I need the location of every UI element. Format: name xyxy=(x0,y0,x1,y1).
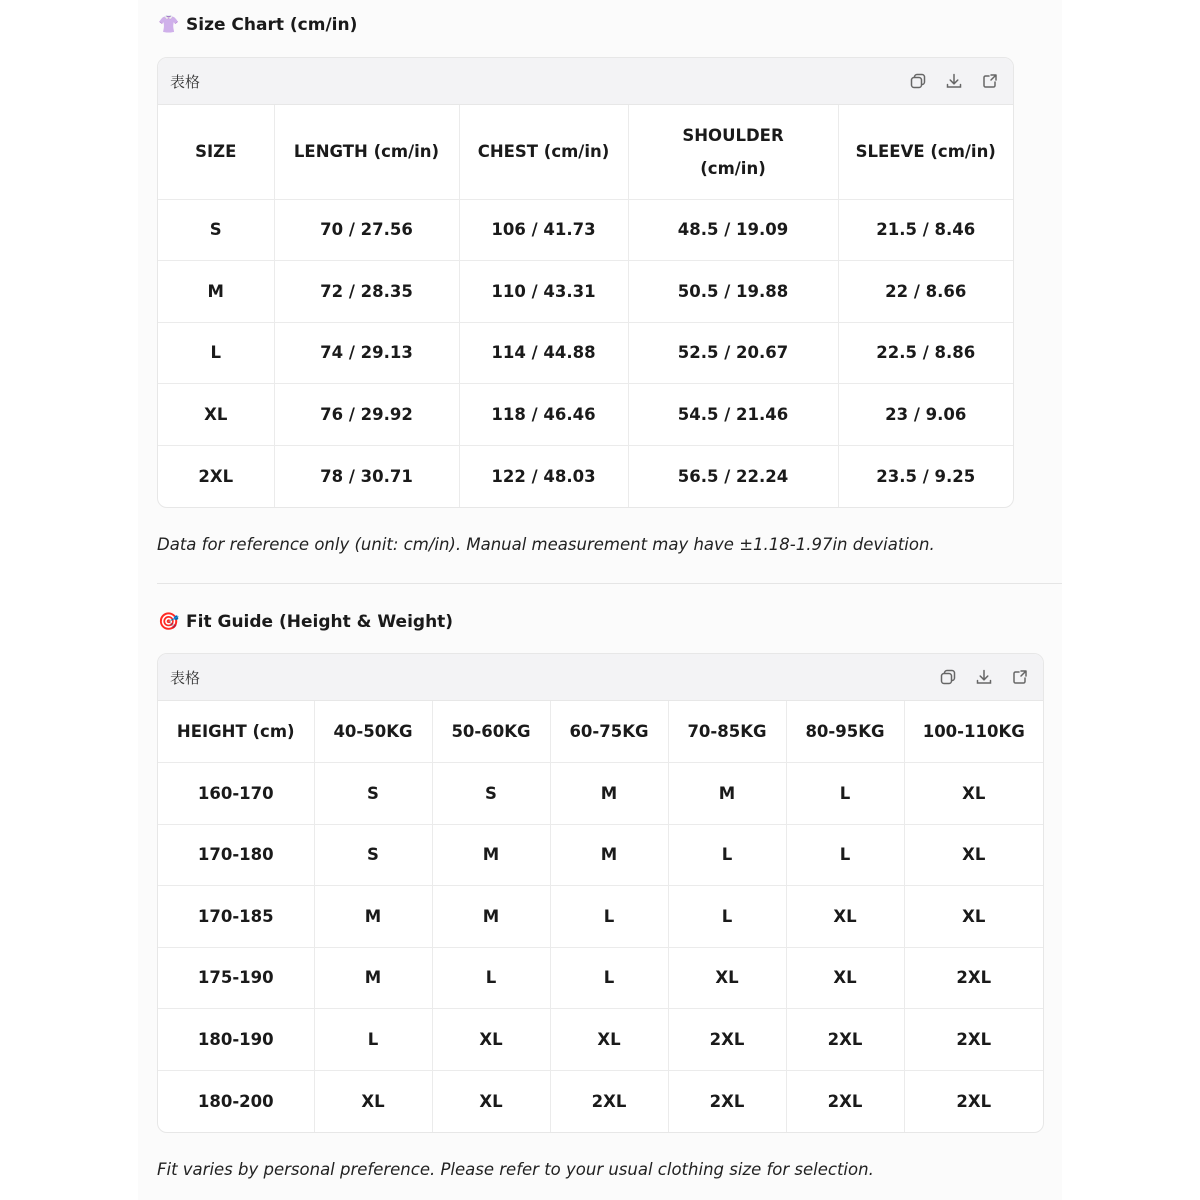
expand-icon[interactable] xyxy=(981,72,999,90)
cell: 23 / 9.06 xyxy=(838,384,1013,446)
fit-guide-table xyxy=(158,701,1043,1132)
cell: L xyxy=(432,947,550,1009)
cell: 114 / 44.88 xyxy=(459,322,628,384)
content-page xyxy=(138,0,1062,1200)
cell: XL xyxy=(904,886,1043,948)
header-sleeve: SLEEVE (cm/in) xyxy=(838,105,1013,199)
cell: M xyxy=(550,824,668,886)
table-row xyxy=(158,947,1043,1009)
cell: 122 / 48.03 xyxy=(459,445,628,507)
size-chart-toolbar xyxy=(158,58,1013,105)
copy-icon[interactable] xyxy=(909,72,927,90)
cell: L xyxy=(550,886,668,948)
cell: L xyxy=(550,947,668,1009)
copy-icon[interactable] xyxy=(939,668,957,686)
cell: 50.5 / 19.88 xyxy=(628,261,838,323)
cell: XL xyxy=(550,1009,668,1071)
cell: 54.5 / 21.46 xyxy=(628,384,838,446)
cell: S xyxy=(432,763,550,825)
size-chart-title-text: Size Chart (cm/in) xyxy=(186,15,358,35)
cell: 22 / 8.66 xyxy=(838,261,1013,323)
table-row xyxy=(158,199,1013,261)
cell: XL xyxy=(786,947,904,1009)
size-chart-title xyxy=(158,14,357,36)
size-chart-note: Data for reference only (unit: cm/in). Manual measurement may have ±1.18-1.97in deviation. xyxy=(157,535,935,554)
cell: 2XL xyxy=(786,1070,904,1132)
expand-icon[interactable] xyxy=(1011,668,1029,686)
cell: 160-170 xyxy=(158,763,314,825)
fit-guide-title-text: Fit Guide (Height & Weight) xyxy=(186,612,454,632)
cell: 52.5 / 20.67 xyxy=(628,322,838,384)
cell: 110 / 43.31 xyxy=(459,261,628,323)
download-icon[interactable] xyxy=(975,668,993,686)
table-row xyxy=(158,886,1043,948)
cell: 76 / 29.92 xyxy=(274,384,459,446)
cell: 118 / 46.46 xyxy=(459,384,628,446)
cell: 74 / 29.13 xyxy=(274,322,459,384)
header-shoulder: SHOULDER (cm/in) xyxy=(628,105,838,199)
cell: XL xyxy=(314,1070,432,1132)
cell: 2XL xyxy=(158,445,274,507)
table-label: 表格 xyxy=(170,668,201,687)
cell: XL xyxy=(432,1009,550,1071)
table-row xyxy=(158,322,1013,384)
cell: 2XL xyxy=(786,1009,904,1071)
table-row xyxy=(158,1070,1043,1132)
header-weight: 100-110KG xyxy=(904,701,1043,763)
table-row xyxy=(158,763,1043,825)
cell: S xyxy=(314,824,432,886)
cell: 56.5 / 22.24 xyxy=(628,445,838,507)
section-divider xyxy=(157,583,1062,584)
target-icon: 🎯 xyxy=(158,612,180,632)
cell: M xyxy=(550,763,668,825)
cell: 21.5 / 8.46 xyxy=(838,199,1013,261)
cell: L xyxy=(314,1009,432,1071)
cell: XL xyxy=(904,763,1043,825)
table-row xyxy=(158,1009,1043,1071)
cell: M xyxy=(314,947,432,1009)
cell: L xyxy=(668,886,786,948)
size-chart-card xyxy=(157,57,1014,508)
table-label: 表格 xyxy=(170,72,201,91)
cell: XL xyxy=(668,947,786,1009)
cell: S xyxy=(158,199,274,261)
cell: 2XL xyxy=(668,1009,786,1071)
header-weight: 60-75KG xyxy=(550,701,668,763)
cell: 48.5 / 19.09 xyxy=(628,199,838,261)
table-row xyxy=(158,824,1043,886)
cell: 170-185 xyxy=(158,886,314,948)
cell: 106 / 41.73 xyxy=(459,199,628,261)
cell: M xyxy=(432,886,550,948)
cell: 175-190 xyxy=(158,947,314,1009)
cell: M xyxy=(158,261,274,323)
cell: 2XL xyxy=(550,1070,668,1132)
cell: 72 / 28.35 xyxy=(274,261,459,323)
cell: L xyxy=(786,824,904,886)
table-row xyxy=(158,261,1013,323)
cell: M xyxy=(432,824,550,886)
fit-guide-title xyxy=(158,611,453,633)
table-row xyxy=(158,384,1013,446)
cell: XL xyxy=(904,824,1043,886)
size-chart-table xyxy=(158,105,1013,507)
header-chest: CHEST (cm/in) xyxy=(459,105,628,199)
download-icon[interactable] xyxy=(945,72,963,90)
header-weight: 80-95KG xyxy=(786,701,904,763)
cell: 180-190 xyxy=(158,1009,314,1071)
cell: L xyxy=(786,763,904,825)
cell: M xyxy=(668,763,786,825)
cell: 22.5 / 8.86 xyxy=(838,322,1013,384)
cell: 2XL xyxy=(904,947,1043,1009)
cell: 170-180 xyxy=(158,824,314,886)
cell: 180-200 xyxy=(158,1070,314,1132)
cell: L xyxy=(668,824,786,886)
header-length: LENGTH (cm/in) xyxy=(274,105,459,199)
size-chart-header-row xyxy=(158,105,1013,199)
cell: L xyxy=(158,322,274,384)
header-weight: 50-60KG xyxy=(432,701,550,763)
fit-guide-toolbar xyxy=(158,654,1043,701)
cell: XL xyxy=(786,886,904,948)
cell: 23.5 / 9.25 xyxy=(876,466,976,486)
cell: 70 / 27.56 xyxy=(274,199,459,261)
cell: 2XL xyxy=(904,1009,1043,1071)
fit-guide-note: Fit varies by personal preference. Please refer to your usual clothing size for selection. xyxy=(157,1160,874,1179)
header-size: SIZE xyxy=(158,105,274,199)
header-weight: 40-50KG xyxy=(314,701,432,763)
table-row xyxy=(158,445,1013,507)
header-weight: 70-85KG xyxy=(668,701,786,763)
fit-guide-header-row xyxy=(158,701,1043,763)
cell: M xyxy=(314,886,432,948)
header-height: HEIGHT (cm) xyxy=(158,701,314,763)
cell: 2XL xyxy=(956,1091,992,1111)
cell: 2XL xyxy=(668,1070,786,1132)
fit-guide-card xyxy=(157,653,1044,1133)
cell: S xyxy=(314,763,432,825)
cell: XL xyxy=(432,1070,550,1132)
cell: XL xyxy=(158,384,274,446)
shirt-icon: 👚 xyxy=(158,15,180,35)
cell: 78 / 30.71 xyxy=(274,445,459,507)
